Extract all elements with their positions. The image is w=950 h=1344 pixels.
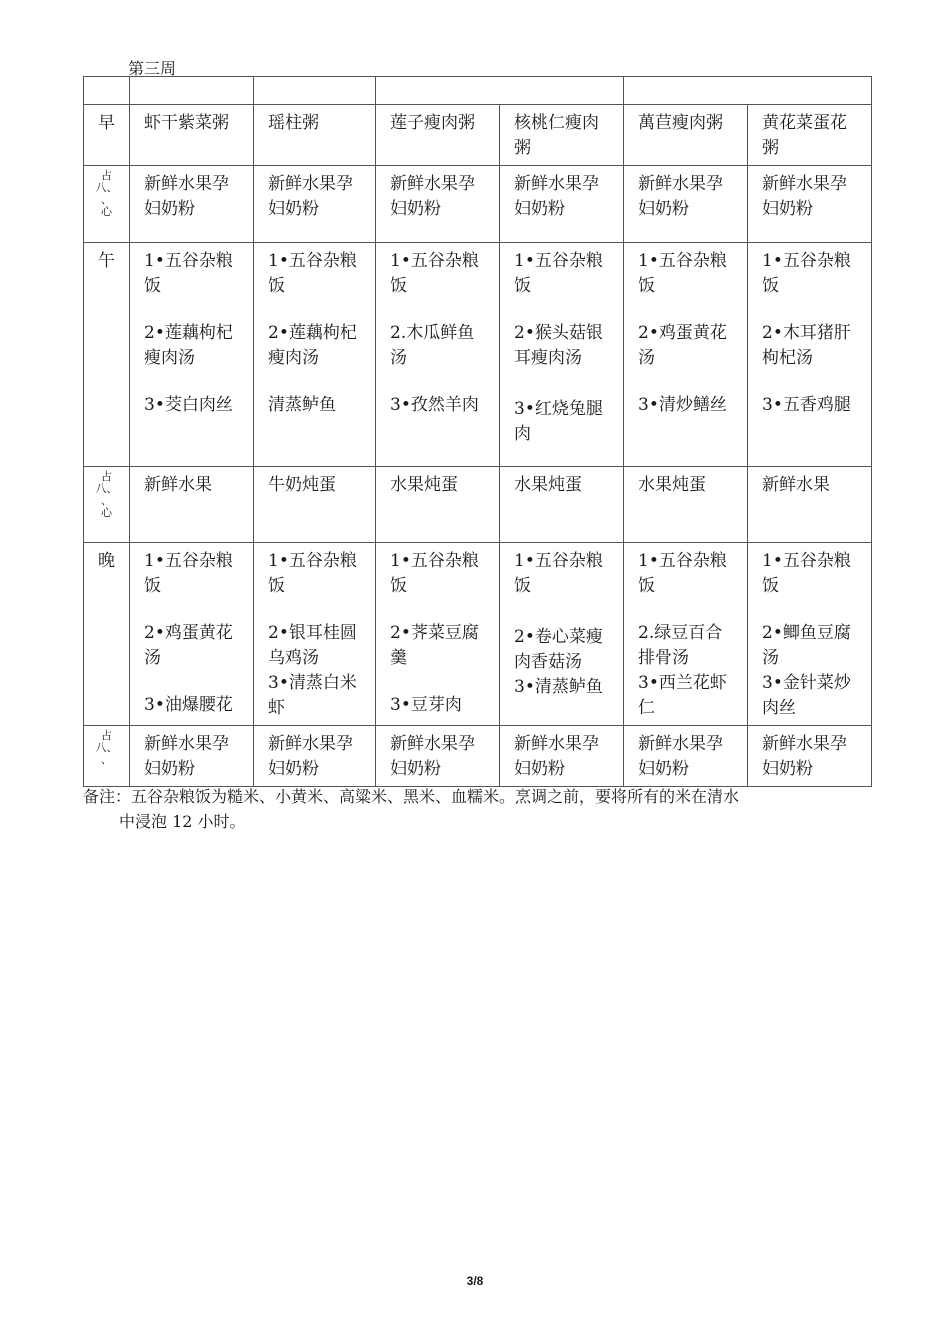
- header-cell: [84, 77, 130, 105]
- dinner-item: 1•五谷杂粮饭 2•荠菜豆腐羹 3•豆芽肉: [376, 543, 500, 726]
- breakfast-item: 萬苣瘦肉粥: [624, 105, 748, 166]
- breakfast-item: 瑶柱粥: [254, 105, 376, 166]
- snack-item: 新鲜水果孕妇奶粉: [254, 726, 376, 787]
- meal-label-breakfast: 早: [84, 105, 130, 166]
- snack-item: 新鲜水果孕妇奶粉: [748, 166, 872, 243]
- footnote-line: 备注：五谷杂粮饭为糙米、小黄米、高粱米、黑米、血糯米。烹调之前，要将所有的米在清水: [83, 787, 740, 806]
- breakfast-item: 黄花菜蛋花粥: [748, 105, 872, 166]
- page-number: 3/8: [466, 1274, 484, 1288]
- meal-label-snack: 占 八、 、: [84, 726, 130, 787]
- breakfast-row: [84, 105, 872, 166]
- dinner-item: 1•五谷杂粮饭 2•鲫鱼豆腐汤 3•金针菜炒肉丝: [748, 543, 872, 726]
- footnote: [83, 784, 883, 834]
- header-row: [84, 77, 872, 105]
- breakfast-item: 核桃仁瘦肉粥: [500, 105, 624, 166]
- week-title: 第三周: [128, 59, 177, 78]
- breakfast-item: 莲子瘦肉粥: [376, 105, 500, 166]
- snack-item: 新鲜水果孕妇奶粉: [500, 726, 624, 787]
- meal-label-snack: 占 八、 、 心: [84, 467, 130, 543]
- lunch-row: [84, 243, 872, 467]
- snack-item: 新鲜水果孕妇奶粉: [624, 166, 748, 243]
- meal-label-lunch: 午: [84, 243, 130, 467]
- snack-item: 水果炖蛋: [624, 467, 748, 543]
- dinner-item: 1•五谷杂粮饭 2•卷心菜瘦肉香菇汤 3•清蒸鲈鱼: [500, 543, 624, 726]
- snack-row-1: [84, 166, 872, 243]
- snack-item: 新鲜水果孕妇奶粉: [254, 166, 376, 243]
- snack-item: 新鲜水果孕妇奶粉: [376, 726, 500, 787]
- header-cell: [376, 77, 624, 105]
- meal-label-dinner: 晚: [84, 543, 130, 726]
- snack-row-2: [84, 467, 872, 543]
- header-cell: [254, 77, 376, 105]
- lunch-item: 1•五谷杂粮饭 2•鸡蛋黄花汤 3•清炒鳝丝: [624, 243, 748, 467]
- snack-item: 新鲜水果: [748, 467, 872, 543]
- snack-item: 新鲜水果孕妇奶粉: [130, 166, 254, 243]
- lunch-item: 1•五谷杂粮饭 2•莲藕枸杞瘦肉汤 清蒸鲈鱼: [254, 243, 376, 467]
- footnote-line: 中浸泡 12 小时。: [119, 812, 246, 831]
- dinner-item: 1•五谷杂粮饭 2.绿豆百合排骨汤 3•西兰花虾仁: [624, 543, 748, 726]
- lunch-item: 1•五谷杂粮饭 2.木瓜鲜鱼汤 3•孜然羊肉: [376, 243, 500, 467]
- snack-item: 水果炖蛋: [500, 467, 624, 543]
- snack-item: 新鲜水果孕妇奶粉: [624, 726, 748, 787]
- header-cell: [130, 77, 254, 105]
- header-cell: [624, 77, 872, 105]
- snack-item: 新鲜水果: [130, 467, 254, 543]
- weekly-menu-table: [83, 76, 872, 787]
- snack-item: 水果炖蛋: [376, 467, 500, 543]
- snack-item: 新鲜水果孕妇奶粉: [748, 726, 872, 787]
- dinner-item: 1•五谷杂粮饭 2•鸡蛋黄花汤 3•油爆腰花: [130, 543, 254, 726]
- snack-item: 牛奶炖蛋: [254, 467, 376, 543]
- snack-item: 新鲜水果孕妇奶粉: [130, 726, 254, 787]
- lunch-item: 1•五谷杂粮饭 2•莲藕枸杞瘦肉汤 3•茭白肉丝: [130, 243, 254, 467]
- snack-item: 新鲜水果孕妇奶粉: [500, 166, 624, 243]
- snack-item: 新鲜水果孕妇奶粉: [376, 166, 500, 243]
- snack-row-3: [84, 726, 872, 787]
- breakfast-item: 虾干紫菜粥: [130, 105, 254, 166]
- lunch-item: 1•五谷杂粮饭 2•猴头菇银耳瘦肉汤 3•红烧兔腿肉: [500, 243, 624, 467]
- meal-label-snack: 占 八、 、 心: [84, 166, 130, 243]
- dinner-row: [84, 543, 872, 726]
- lunch-item: 1•五谷杂粮饭 2•木耳猪肝枸杞汤 3•五香鸡腿: [748, 243, 872, 467]
- dinner-item: 1•五谷杂粮饭 2•银耳桂圆乌鸡汤 3•清蒸白米虾: [254, 543, 376, 726]
